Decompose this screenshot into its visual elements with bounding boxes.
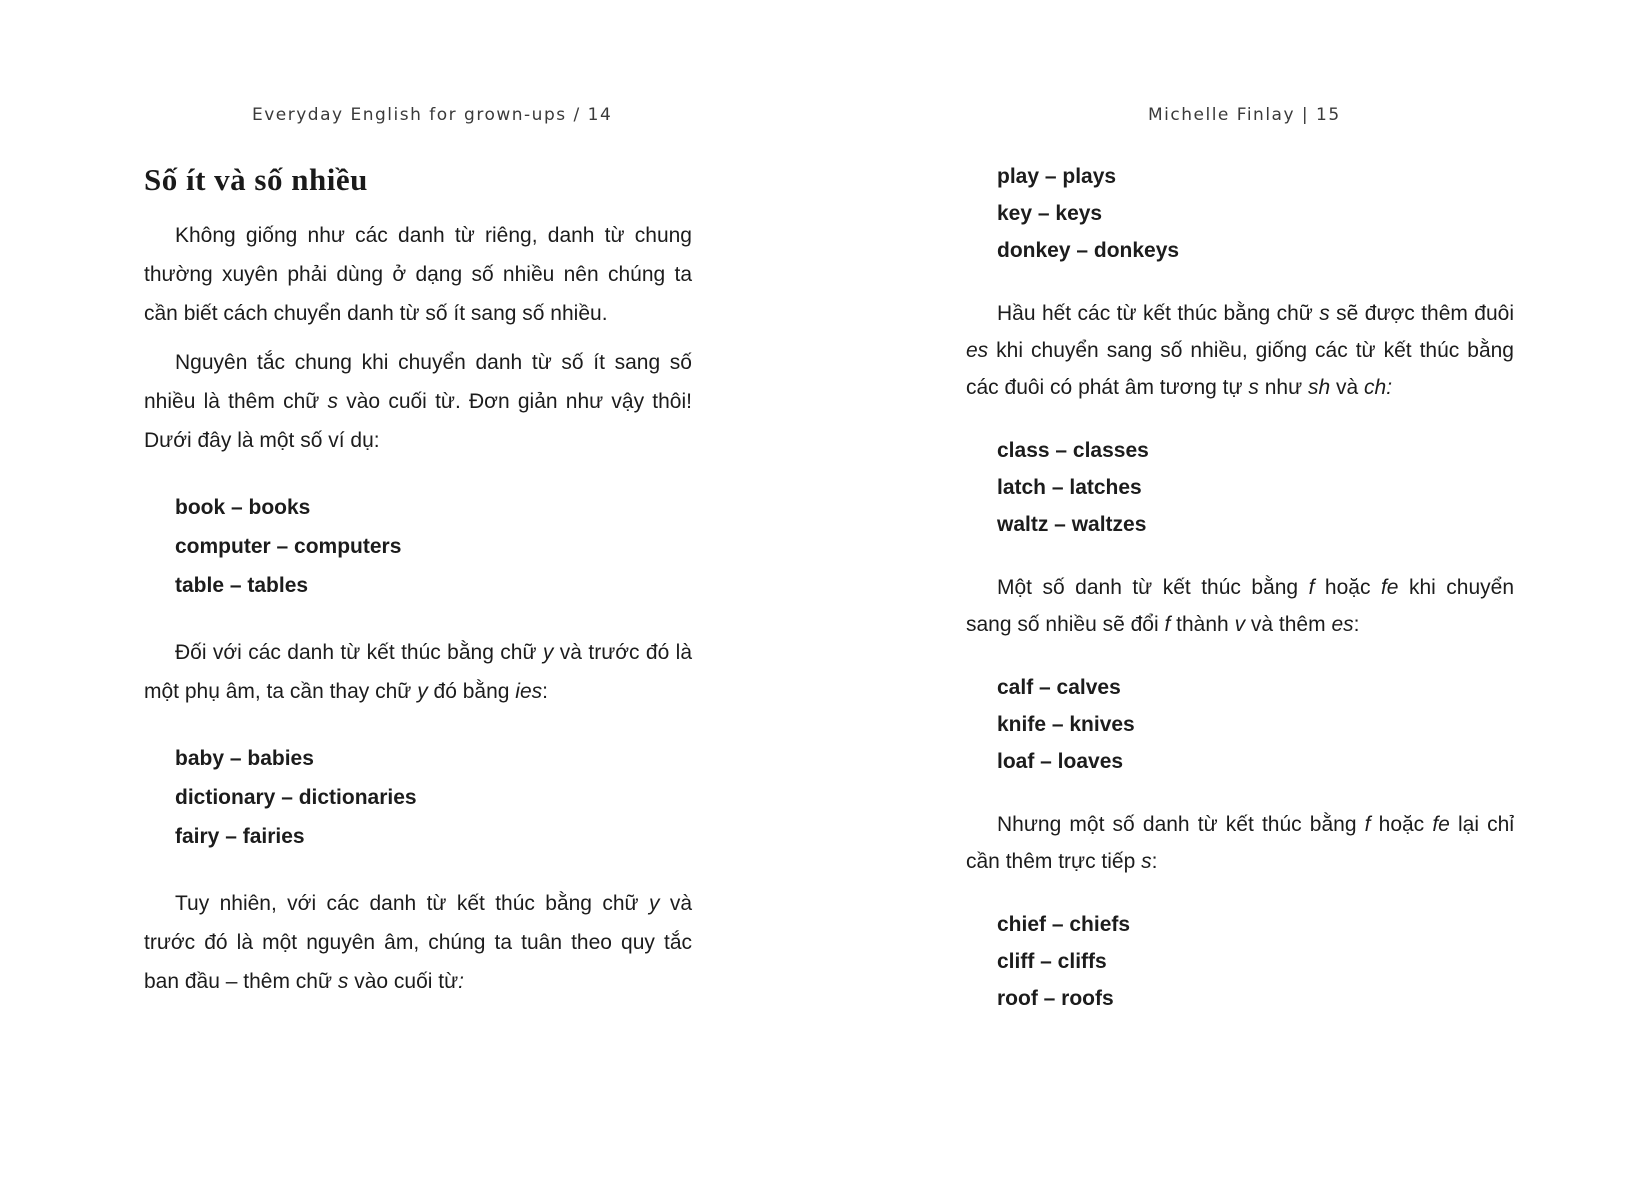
example-item: loaf – loaves bbox=[997, 750, 1124, 773]
text: Nhưng một số danh từ kết thúc bằng bbox=[997, 813, 1365, 836]
emphasis: v bbox=[1234, 613, 1246, 636]
example-item: calf – calves bbox=[997, 676, 1121, 699]
text: vào cuối từ. Đơn giản như vậy thôi! Dưới đây là một số ví dụ: bbox=[144, 390, 692, 452]
running-head-right: Michelle Finlay | 15 bbox=[1148, 105, 1341, 125]
text: Đối với các danh từ kết thúc bằng chữ bbox=[175, 641, 543, 664]
text: sẽ được thêm đuôi bbox=[1329, 302, 1514, 325]
emphasis: s bbox=[1319, 302, 1330, 325]
paragraph-f-to-v-rule bbox=[966, 569, 1514, 643]
example-item: dictionary – dictionaries bbox=[175, 786, 417, 809]
paragraph-consonant-y-rule bbox=[144, 633, 692, 711]
right-page bbox=[822, 0, 1645, 1200]
example-list-regular bbox=[175, 488, 692, 605]
example-item: fairy – fairies bbox=[175, 825, 305, 848]
text: : bbox=[1353, 613, 1360, 636]
emphasis: : bbox=[458, 970, 464, 993]
text: hoặc bbox=[1370, 813, 1433, 836]
text: khi chuyển sang số nhiều, giống các từ kết thúc bằng các đuôi có phát âm tương tự bbox=[966, 339, 1514, 399]
emphasis: s bbox=[327, 390, 339, 413]
text: Tuy nhiên, với các danh từ kết thúc bằng chữ bbox=[175, 892, 649, 915]
example-list-es bbox=[997, 432, 1514, 543]
emphasis: sh bbox=[1307, 376, 1331, 399]
emphasis: f bbox=[1308, 576, 1315, 599]
example-item: class – classes bbox=[997, 439, 1149, 462]
emphasis: y bbox=[417, 680, 428, 703]
paragraph-vowel-y-rule bbox=[144, 884, 692, 1001]
left-page bbox=[0, 0, 822, 1200]
example-item: key – keys bbox=[997, 202, 1103, 225]
section-title: Số ít và số nhiều bbox=[144, 162, 368, 197]
text: Một số danh từ kết thúc bằng bbox=[997, 576, 1309, 599]
example-item: knife – knives bbox=[997, 713, 1135, 736]
example-item: donkey – donkeys bbox=[997, 239, 1180, 262]
text: và thêm bbox=[1245, 613, 1332, 636]
right-page-content bbox=[966, 158, 1514, 1043]
running-head-left: Everyday English for grown-ups / 14 bbox=[252, 105, 613, 125]
example-list-vowel-y bbox=[997, 158, 1514, 269]
emphasis: f bbox=[1364, 813, 1371, 836]
example-item: table – tables bbox=[175, 574, 309, 597]
example-list-f-exceptions bbox=[997, 906, 1514, 1017]
text: Hầu hết các từ kết thúc bằng chữ bbox=[997, 302, 1320, 325]
example-list-ves bbox=[997, 669, 1514, 780]
emphasis: ies bbox=[515, 680, 543, 703]
emphasis: s bbox=[1248, 376, 1259, 399]
text: và bbox=[1330, 376, 1365, 399]
example-item: cliff – cliffs bbox=[997, 950, 1107, 973]
emphasis: s bbox=[337, 970, 349, 993]
example-item: chief – chiefs bbox=[997, 913, 1131, 936]
emphasis: es bbox=[1331, 613, 1354, 636]
emphasis: es bbox=[966, 339, 989, 362]
text: lại chỉ cần thêm trực tiếp bbox=[966, 813, 1515, 873]
emphasis: fe bbox=[1432, 813, 1450, 836]
emphasis: ch: bbox=[1364, 376, 1393, 399]
text: Nguyên tắc chung khi chuyển danh từ số ít sang số nhiều là thêm chữ bbox=[144, 351, 692, 413]
example-list-ies bbox=[175, 739, 692, 856]
text: hoặc bbox=[1314, 576, 1381, 599]
example-item: latch – latches bbox=[997, 476, 1142, 499]
text: đó bằng bbox=[427, 680, 516, 703]
text: vào cuối từ bbox=[348, 970, 459, 993]
emphasis: y bbox=[542, 641, 554, 664]
text: khi chuyển sang số nhiều sẽ đổi bbox=[966, 576, 1515, 636]
emphasis: s bbox=[1141, 850, 1152, 873]
example-item: book – books bbox=[175, 496, 311, 519]
example-item: computer – computers bbox=[175, 535, 402, 558]
paragraph-f-exception-rule bbox=[966, 806, 1514, 880]
text: và trước đó là một phụ âm, ta cần thay chữ bbox=[144, 641, 692, 703]
example-item: waltz – waltzes bbox=[997, 513, 1147, 536]
left-page-content bbox=[144, 158, 692, 1001]
text: : bbox=[1151, 850, 1158, 873]
paragraph-general-rule bbox=[144, 343, 692, 460]
emphasis: f bbox=[1164, 613, 1171, 636]
text: như bbox=[1258, 376, 1308, 399]
example-item: baby – babies bbox=[175, 747, 314, 770]
example-item: roof – roofs bbox=[997, 987, 1114, 1010]
emphasis: y bbox=[648, 892, 660, 915]
emphasis: fe bbox=[1380, 576, 1399, 599]
paragraph-es-rule bbox=[966, 295, 1514, 406]
paragraph-intro: Không giống như các danh từ riêng, danh từ chung thường xuyên phải dùng ở dạng số nhiều nên chúng ta cần biết cách chuyển danh từ số ít sang số nhiều. bbox=[144, 224, 692, 325]
text: và trước đó là một nguyên âm, chúng ta tuân theo quy tắc ban đầu – thêm chữ bbox=[144, 892, 692, 993]
text: : bbox=[542, 680, 548, 703]
text: thành bbox=[1170, 613, 1235, 636]
example-item: play – plays bbox=[997, 165, 1117, 188]
